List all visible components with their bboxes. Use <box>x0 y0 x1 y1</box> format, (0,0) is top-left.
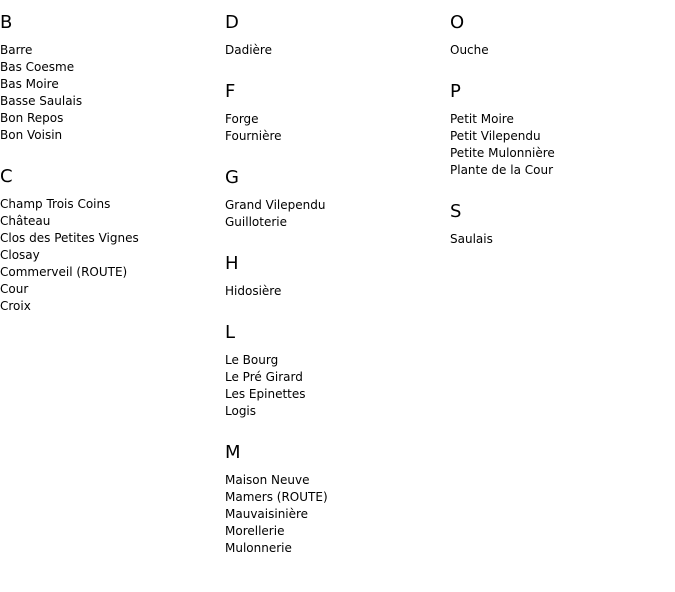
place-link[interactable]: Bon Repos <box>0 111 64 125</box>
place-link[interactable]: Le Pré Girard <box>225 370 303 384</box>
section-heading: O <box>450 12 465 33</box>
section-heading: D <box>225 12 239 33</box>
place-link[interactable]: Mauvaisinière <box>225 507 309 521</box>
place-link[interactable]: Les Epinettes <box>225 387 306 401</box>
place-link[interactable]: Basse Saulais <box>0 94 83 108</box>
place-link[interactable]: Fournière <box>225 129 282 143</box>
section-heading: F <box>225 81 236 102</box>
place-link[interactable]: Mamers (ROUTE) <box>225 490 328 504</box>
place-link[interactable]: Château <box>0 214 51 228</box>
place-link[interactable]: Bas Moire <box>0 77 59 91</box>
place-link[interactable]: Maison Neuve <box>225 473 310 487</box>
place-link[interactable]: Petit Vilependu <box>450 129 541 143</box>
place-link[interactable]: Morellerie <box>225 524 285 538</box>
section-heading: G <box>225 167 239 188</box>
place-link[interactable]: Commerveil (ROUTE) <box>0 265 128 279</box>
section-l <box>225 322 450 420</box>
place-link[interactable]: Plante de la Cour <box>450 163 554 177</box>
section-m <box>225 442 450 557</box>
place-link[interactable]: Clos des Petites Vignes <box>0 231 139 245</box>
place-link[interactable]: Grand Vilependu <box>225 198 326 212</box>
section-p <box>450 81 675 179</box>
place-link[interactable]: Logis <box>225 404 257 418</box>
place-link[interactable]: Cour <box>0 282 29 296</box>
place-link[interactable]: Barre <box>0 43 33 57</box>
place-link[interactable]: Croix <box>0 299 31 313</box>
section-s <box>450 201 675 248</box>
section-heading: S <box>450 201 462 222</box>
section-heading: L <box>225 322 236 343</box>
place-link[interactable]: Dadière <box>225 43 272 57</box>
index-column-2 <box>225 12 450 579</box>
index-column-1 <box>0 12 225 337</box>
section-g <box>225 167 450 231</box>
section-f <box>225 81 450 145</box>
section-heading: B <box>0 12 13 33</box>
place-link[interactable]: Bas Coesme <box>0 60 75 74</box>
place-link[interactable]: Mulonnerie <box>225 541 292 555</box>
place-link[interactable]: Guilloterie <box>225 215 287 229</box>
place-link[interactable]: Saulais <box>450 232 493 246</box>
index-column-3 <box>450 12 675 270</box>
place-link[interactable]: Ouche <box>450 43 489 57</box>
place-link[interactable]: Closay <box>0 248 40 262</box>
section-heading: M <box>225 442 241 463</box>
place-link[interactable]: Le Bourg <box>225 353 279 367</box>
section-o <box>450 12 675 59</box>
place-link[interactable]: Petit Moire <box>450 112 514 126</box>
section-heading: P <box>450 81 461 102</box>
section-heading: H <box>225 253 239 274</box>
place-link[interactable]: Hidosière <box>225 284 282 298</box>
place-link[interactable]: Bon Voisin <box>0 128 63 142</box>
section-h <box>225 253 450 300</box>
section-d <box>225 12 450 59</box>
section-b <box>0 12 225 144</box>
section-c <box>0 166 225 315</box>
place-link[interactable]: Champ Trois Coins <box>0 197 111 211</box>
place-link[interactable]: Forge <box>225 112 259 126</box>
section-heading: C <box>0 166 13 187</box>
place-link[interactable]: Petite Mulonnière <box>450 146 555 160</box>
